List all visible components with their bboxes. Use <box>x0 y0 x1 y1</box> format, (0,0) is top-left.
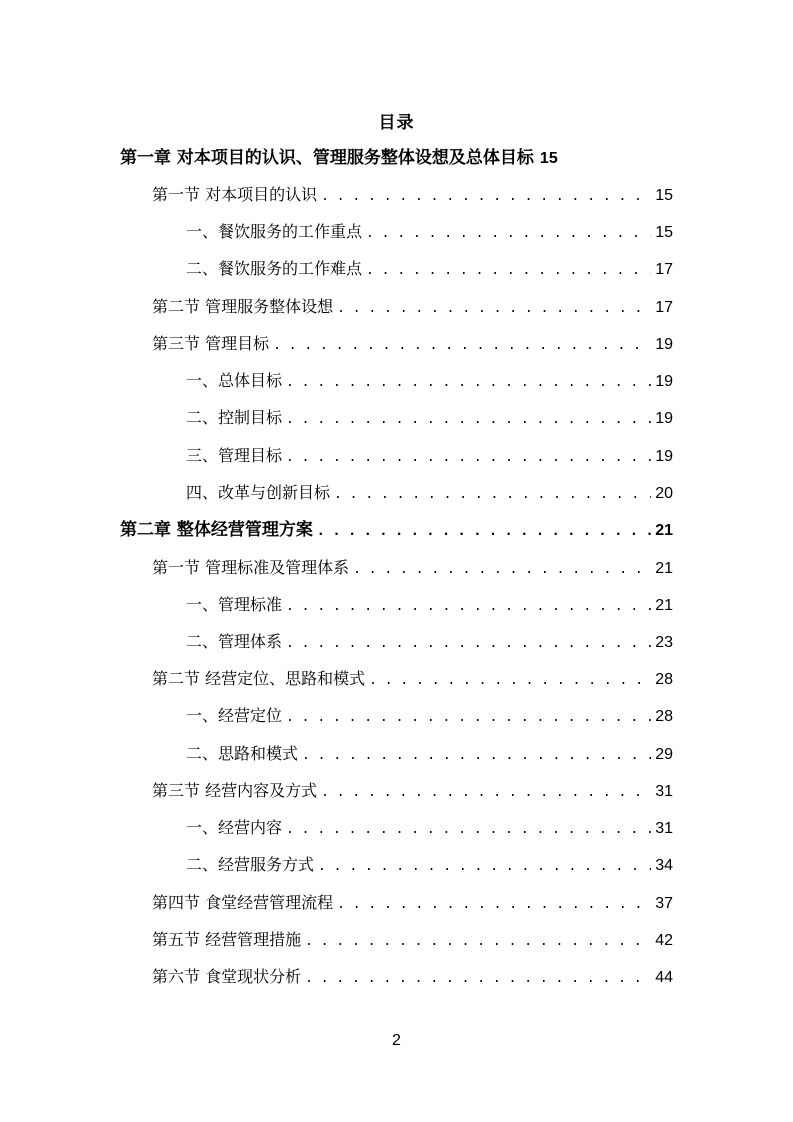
toc-entry-label: 第一节 管理标准及管理体系 <box>152 558 350 577</box>
toc-entry-page: 21 <box>655 522 673 539</box>
toc-entry-subsection[interactable] <box>186 369 673 395</box>
toc-entry-page: 21 <box>655 597 673 614</box>
dot-leader <box>286 818 651 842</box>
toc-entry-page: 42 <box>655 932 673 949</box>
dot-leader <box>366 259 651 283</box>
toc-entry-label: 第三节 管理目标 <box>152 334 270 353</box>
toc-entry-chapter[interactable] <box>120 146 558 171</box>
toc-entry-page: 19 <box>655 448 673 465</box>
toc-entry-label: 第一章 对本项目的认识、管理服务整体设想及总体目标 <box>120 148 534 168</box>
toc-entry-label: 第三节 经营内容及方式 <box>152 781 318 800</box>
toc-entry-section[interactable] <box>152 556 673 582</box>
toc-entry-page: 15 <box>655 224 673 241</box>
toc-entry-label: 第五节 经营管理措施 <box>152 930 302 949</box>
toc-entry-page: 19 <box>655 373 673 390</box>
toc-entry-label: 二、管理体系 <box>186 632 283 651</box>
toc-entry-page: 29 <box>655 746 673 763</box>
toc-entry-label: 二、思路和模式 <box>186 744 299 763</box>
toc-entry-subsection[interactable] <box>186 630 673 656</box>
toc-entry-label: 第六节 食堂现状分析 <box>152 967 302 986</box>
toc-entry-page: 34 <box>655 857 673 874</box>
toc-entry-subsection[interactable] <box>186 742 673 768</box>
toc-entry-page: 17 <box>655 261 673 278</box>
toc-entry-section[interactable] <box>152 667 673 693</box>
toc-entry-page: 31 <box>655 783 673 800</box>
toc-entry-page: 21 <box>655 560 673 577</box>
toc-entry-label: 第一节 对本项目的认识 <box>152 185 318 204</box>
toc-entry-chapter[interactable] <box>120 518 673 544</box>
dot-leader <box>317 520 651 544</box>
toc-entry-subsection[interactable] <box>186 704 673 730</box>
toc-entry-label: 二、经营服务方式 <box>186 855 315 874</box>
toc-entry-section[interactable] <box>152 332 673 358</box>
toc-entry-section[interactable] <box>152 891 673 917</box>
toc-entry-label: 二、控制目标 <box>186 408 283 427</box>
dot-leader <box>318 855 651 879</box>
dot-leader <box>321 781 651 805</box>
dot-leader <box>305 930 651 954</box>
toc-entry-page: 19 <box>655 336 673 353</box>
toc-entry-page: 28 <box>655 671 673 688</box>
toc-entry-page: 23 <box>655 634 673 651</box>
dot-leader <box>337 297 651 321</box>
toc-entry-page: 15 <box>655 187 673 204</box>
dot-leader <box>286 446 651 470</box>
toc-entry-section[interactable] <box>152 295 673 321</box>
toc-entry-label: 一、经营内容 <box>186 818 283 837</box>
toc-entry-section[interactable] <box>152 779 673 805</box>
toc-entry-label: 一、管理标准 <box>186 595 283 614</box>
dot-leader <box>286 632 651 656</box>
toc-entry-label: 三、管理目标 <box>186 446 283 465</box>
dot-leader <box>337 893 651 917</box>
toc-entry-page: 37 <box>655 895 673 912</box>
dot-leader <box>286 595 651 619</box>
toc-title: 目录 <box>378 113 415 133</box>
dot-leader <box>286 408 651 432</box>
toc-entry-page: 44 <box>655 969 673 986</box>
dot-leader <box>273 334 651 358</box>
toc-entry-section[interactable] <box>152 965 673 991</box>
table-of-contents <box>120 0 673 1122</box>
toc-entry-label: 第四节 食堂经营管理流程 <box>152 893 334 912</box>
toc-entry-subsection[interactable] <box>186 406 673 432</box>
toc-entry-label: 第二节 管理服务整体设想 <box>152 297 334 316</box>
toc-entry-page: 31 <box>655 820 673 837</box>
dot-leader <box>366 222 651 246</box>
toc-entry-label: 四、改革与创新目标 <box>186 483 331 502</box>
toc-entry-page: 15 <box>539 150 558 167</box>
dot-leader <box>305 967 651 991</box>
toc-entry-label: 一、总体目标 <box>186 371 283 390</box>
toc-entry-subsection[interactable] <box>186 593 673 619</box>
dot-leader <box>334 483 651 507</box>
toc-entry-label: 第二章 整体经营管理方案 <box>120 520 313 540</box>
toc-entry-subsection[interactable] <box>186 816 673 842</box>
toc-entry-page: 28 <box>655 708 673 725</box>
toc-entry-page: 20 <box>655 485 673 502</box>
toc-entry-subsection[interactable] <box>186 444 673 470</box>
page-number: 2 <box>392 1032 401 1049</box>
toc-entry-label: 一、经营定位 <box>186 706 283 725</box>
dot-leader <box>369 669 651 693</box>
toc-entry-page: 19 <box>655 410 673 427</box>
toc-entry-subsection[interactable] <box>186 853 673 879</box>
dot-leader <box>286 706 651 730</box>
toc-entry-page: 17 <box>655 299 673 316</box>
dot-leader <box>286 371 651 395</box>
dot-leader <box>321 185 651 209</box>
toc-entry-subsection[interactable] <box>186 481 673 507</box>
toc-entry-label: 二、餐饮服务的工作难点 <box>186 259 363 278</box>
dot-leader <box>353 558 651 582</box>
toc-entry-subsection[interactable] <box>186 220 673 246</box>
dot-leader <box>302 744 651 768</box>
toc-entry-subsection[interactable] <box>186 257 673 283</box>
toc-entry-label: 一、餐饮服务的工作重点 <box>186 222 363 241</box>
toc-entry-section[interactable] <box>152 928 673 954</box>
toc-entry-section[interactable] <box>152 183 673 209</box>
toc-entry-label: 第二节 经营定位、思路和模式 <box>152 669 366 688</box>
